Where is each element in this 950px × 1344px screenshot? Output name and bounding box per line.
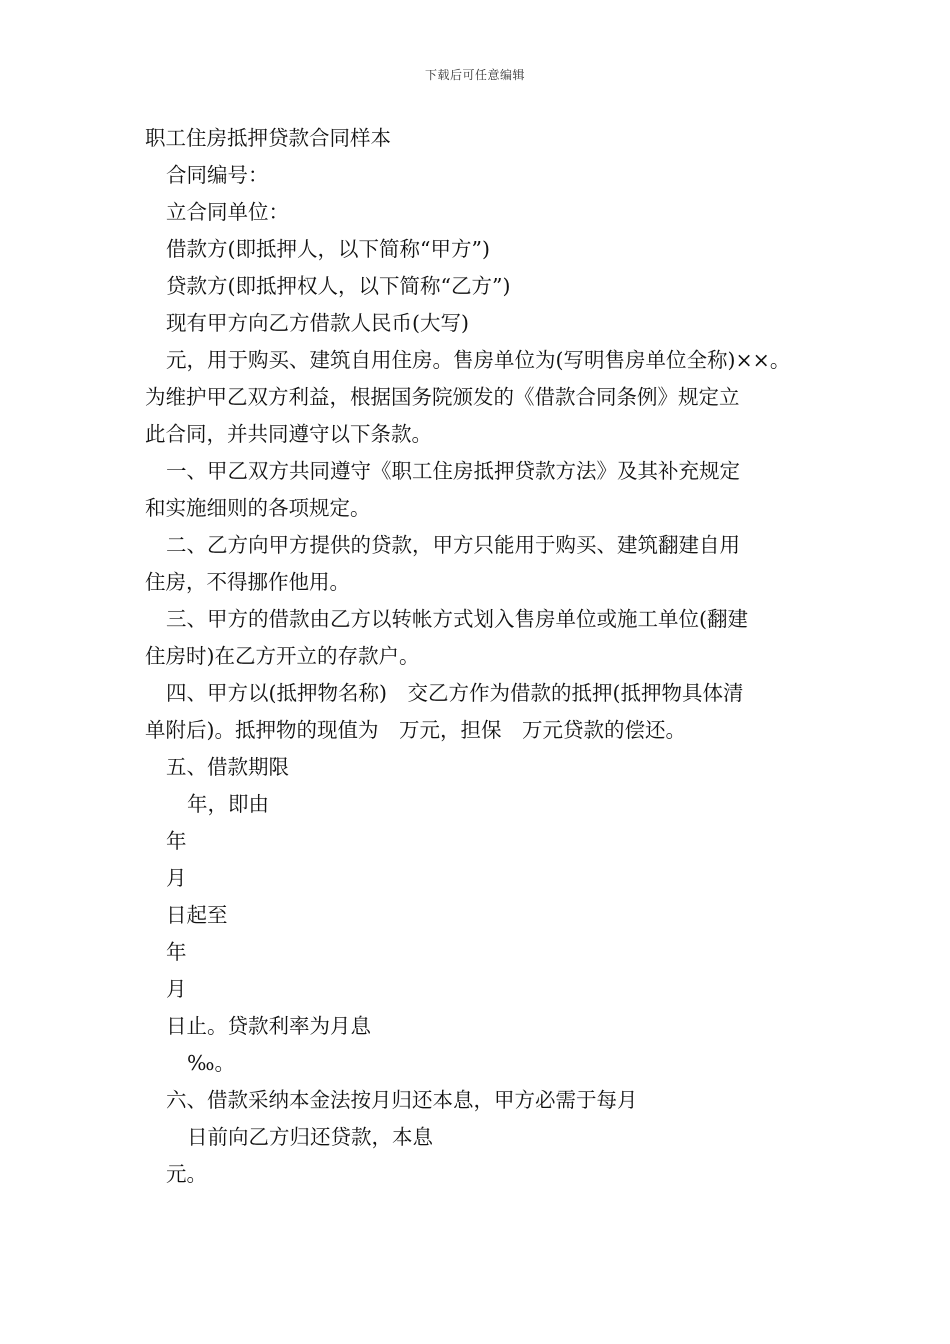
clause-5-line: 年: [166, 829, 187, 853]
clause-3-line: 住房时)在乙方开立的存款户。: [145, 644, 420, 668]
clause-5-line: 年，即由: [187, 792, 269, 816]
clause-2-line: 二、乙方向甲方提供的贷款，甲方只能用于购买、建筑翻建自用: [166, 533, 740, 557]
loan-amount-line: 现有甲方向乙方借款人民币(大写): [166, 311, 469, 335]
clause-5-line: 月: [166, 866, 187, 890]
clause-5-line: 月: [166, 977, 187, 1001]
paragraph-line: 为维护甲乙双方利益，根据国务院颁发的《借款合同条例》规定立: [145, 385, 740, 409]
contract-number-line: 合同编号：: [166, 163, 269, 187]
clause-6-line: 日前向乙方归还贷款，本息: [187, 1125, 433, 1149]
contracting-units-line: 立合同单位：: [166, 200, 289, 224]
document-body: [145, 120, 815, 1193]
clause-4-line: 四、甲方以(抵押物名称) 交乙方作为借款的抵押(抵押物具体清: [166, 681, 744, 705]
clause-4-line: 单附后)。抵押物的现值为 万元，担保 万元贷款的偿还。: [145, 718, 686, 742]
clause-6-line: 元。: [166, 1162, 207, 1186]
paragraph-line: 元，用于购买、建筑自用住房。售房单位为(写明售房单位全称)××。: [166, 348, 791, 372]
clause-6-line: 六、借款采纳本金法按月归还本息，甲方必需于每月: [166, 1088, 638, 1112]
clause-5-line: 五、借款期限: [166, 755, 289, 779]
clause-5-line: 日止。贷款利率为月息: [166, 1014, 371, 1038]
clause-1-line: 一、甲乙双方共同遵守《职工住房抵押贷款方法》及其补充规定: [166, 459, 740, 483]
lender-line: 贷款方(即抵押权人，以下简称“乙方”): [166, 274, 511, 298]
clause-3-line: 三、甲方的借款由乙方以转帐方式划入售房单位或施工单位(翻建: [166, 607, 748, 631]
clause-2-line: 住房，不得挪作他用。: [145, 570, 350, 594]
document-title: 职工住房抵押贷款合同样本: [145, 126, 391, 150]
clause-5-line: 年: [166, 940, 187, 964]
clause-1-line: 和实施细则的各项规定。: [145, 496, 371, 520]
clause-5-line: 日起至: [166, 903, 228, 927]
page-header: 下载后可任意编辑: [424, 68, 525, 82]
paragraph-line: 此合同，并共同遵守以下条款。: [145, 422, 432, 446]
borrower-line: 借款方(即抵押人，以下简称“甲方”): [166, 237, 490, 261]
clause-5-line: ‰。: [187, 1051, 236, 1075]
